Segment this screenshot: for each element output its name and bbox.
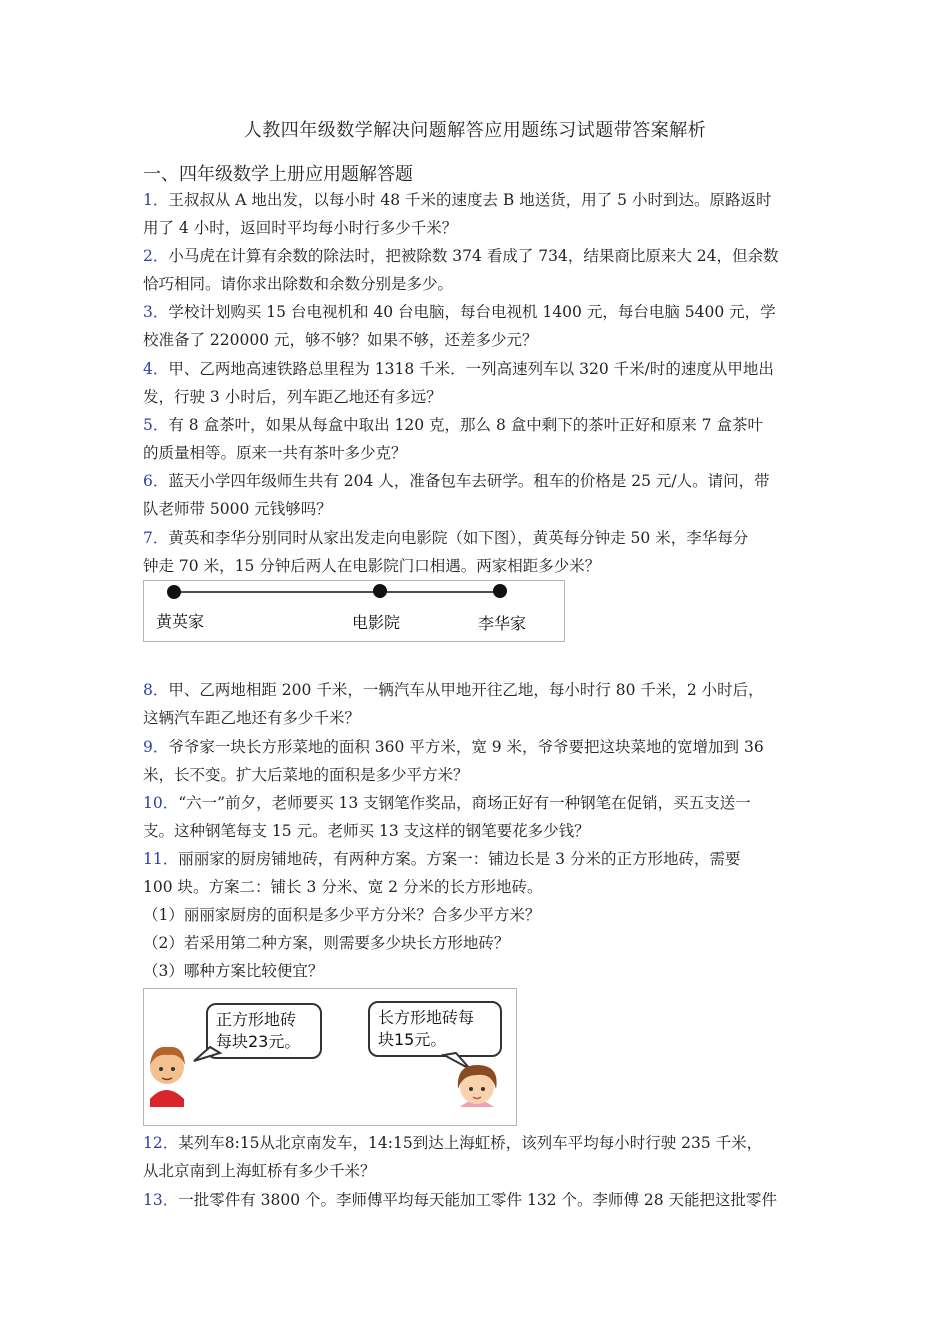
problem-line	[143, 357, 811, 379]
lihua-home-dot	[493, 584, 507, 598]
girl-icon	[458, 1065, 497, 1107]
problem-number: 4．	[143, 360, 169, 378]
problem-line	[143, 526, 811, 548]
problem-line	[143, 1159, 811, 1181]
cinema-dot	[373, 584, 387, 598]
problem-line	[143, 763, 811, 785]
tiles-figure	[143, 988, 517, 1126]
problem-text: （2）若采用第二种方案，则需要多少块长方形地砖？	[143, 934, 510, 952]
problem-text: 爷爷家一块长方形菜地的面积 360 平方米，宽 9 米，爷爷要把这块菜地的宽增加到 36	[168, 738, 764, 756]
problem-number: 13．	[143, 1191, 179, 1209]
problem-number: 12．	[143, 1134, 179, 1152]
document-title: 人教四年级数学解决问题解答应用题练习试题带答案解析	[243, 120, 707, 141]
problem-line	[143, 1131, 811, 1153]
problem-number: 2．	[143, 247, 169, 265]
problem-line	[143, 875, 811, 897]
problem-line	[143, 735, 811, 757]
problem-number: 1．	[143, 191, 169, 209]
problem-text: 100 块。方案二：铺长 3 分米、宽 2 分米的长方形地砖。	[143, 878, 543, 896]
problem-text: 有 8 盒茶叶，如果从每盒中取出 120 克，那么 8 盒中剩下的茶叶正好和原来 7 盒茶叶	[168, 416, 763, 434]
problem-text: 米，长不变。扩大后菜地的面积是多少平方米？	[143, 766, 469, 784]
problem-text: 甲、乙两地相距 200 千米，一辆汽车从甲地开往乙地，每小时行 80 千米，2 小时后，	[168, 681, 764, 699]
problem-line	[143, 678, 811, 700]
problem-text: 的质量相等。原来一共有茶叶多少克？	[143, 444, 407, 462]
problem-number: 3．	[143, 303, 169, 321]
problem-text: 发，行驶 3 小时后，列车距乙地还有多远？	[143, 388, 442, 406]
problem-text: 一批零件有 3800 个。李师傅平均每天能加工零件 132 个。李师傅 28 天能把这批零件	[178, 1191, 778, 1209]
problem-text: 恰巧相同。请你求出除数和余数分别是多少。	[143, 275, 454, 293]
problem-line	[143, 385, 811, 407]
problem-line	[143, 959, 811, 981]
problem-text: 这辆汽车距乙地还有多少千米？	[143, 709, 361, 727]
problem-text: 队老师带 5000 元钱够吗？	[143, 500, 332, 518]
problem-line	[143, 1188, 811, 1210]
problem-text: “六一”前夕，老师要买 13 支钢笔作奖品，商场正好有一种钢笔在促销，买五支送一	[178, 794, 751, 812]
bubble-right-line2: 块15元。	[378, 1030, 447, 1049]
problem-text: 甲、乙两地高速铁路总里程为 1318 千米．一列高速列车以 320 千米/时的速度从甲地出	[168, 360, 774, 378]
huangying-home-dot	[167, 585, 181, 599]
problem-text: 丽丽家的厨房铺地砖，有两种方案。方案一：铺边长是 3 分米的正方形地砖，需要	[178, 850, 741, 868]
problem-line	[143, 216, 811, 238]
problem-line	[143, 188, 811, 210]
problem-line	[143, 819, 811, 841]
problem-line	[143, 554, 811, 576]
section-heading: 一、四年级数学上册应用题解答题	[143, 164, 413, 185]
bubble-right-line1: 长方形地砖每	[378, 1008, 475, 1027]
problem-number: 10．	[143, 794, 179, 812]
problem-line	[143, 847, 811, 869]
problem-number: 9．	[143, 738, 169, 756]
label-cinema: 电影院	[352, 613, 401, 632]
problem-text: 用了 4 小时，返回时平均每小时行多少千米？	[143, 219, 458, 237]
problem-text: 从北京南到上海虹桥有多少千米？	[143, 1162, 376, 1180]
problem-line	[143, 469, 811, 491]
problem-text: 王叔叔从 A 地出发，以每小时 48 千米的速度去 B 地送货，用了 5 小时到达。原路返时	[168, 191, 772, 209]
label-huangying-home: 黄英家	[156, 612, 205, 631]
problem-line	[143, 300, 811, 322]
problem-text: （3）哪种方案比较便宜？	[143, 962, 324, 980]
problem-text: 小马虎在计算有余数的除法时，把被除数 374 看成了 734，结果商比原来大 24，但余数	[168, 247, 779, 265]
problem-line	[143, 441, 811, 463]
problem-text: 支。这种钢笔每支 15 元。老师买 13 支这样的钢笔要花多少钱？	[143, 822, 590, 840]
problem-text: 学校计划购买 15 台电视机和 40 台电脑，每台电视机 1400 元，每台电脑 5400 元，学	[168, 303, 776, 321]
problem-text: （1）丽丽家厨房的面积是多少平方分米？合多少平方米？	[143, 906, 541, 924]
problem-number: 6．	[143, 472, 169, 490]
bubble-left-tail	[194, 1047, 220, 1061]
problem-line	[143, 903, 811, 925]
problem-number: 7．	[143, 529, 169, 547]
problem-line	[143, 244, 811, 266]
problem-line	[143, 706, 811, 728]
problem-number: 11．	[143, 850, 179, 868]
route-figure	[143, 580, 565, 642]
problem-line	[143, 931, 811, 953]
problem-text: 钟走 70 米，15 分钟后两人在电影院门口相遇。两家相距多少米？	[143, 557, 601, 575]
tiles-figure-art	[144, 989, 516, 1125]
problem-number: 8．	[143, 681, 169, 699]
problem-number: 5．	[143, 416, 169, 434]
problem-line	[143, 272, 811, 294]
bubble-left-line2: 每块23元。	[216, 1032, 301, 1051]
problem-line	[143, 413, 811, 435]
boy-icon	[150, 1047, 185, 1107]
problem-line	[143, 328, 811, 350]
problem-text: 蓝天小学四年级师生共有 204 人，准备包车去研学。租车的价格是 25 元/人。请问，带	[168, 472, 770, 490]
label-lihua-home: 李华家	[478, 614, 527, 633]
problem-text: 校准备了 220000 元，够不够？如果不够，还差多少元？	[143, 331, 538, 349]
bubble-left-line1: 正方形地砖	[216, 1010, 297, 1029]
problem-line	[143, 497, 811, 519]
bubble-right-tail	[444, 1053, 470, 1069]
problem-text: 某列车8:15从北京南发车，14:15到达上海虹桥，该列车平均每小时行驶 235 千米，	[178, 1134, 763, 1152]
problem-text: 黄英和李华分别同时从家出发走向电影院（如下图），黄英每分钟走 50 米，李华每分	[168, 529, 749, 547]
problem-line	[143, 791, 811, 813]
